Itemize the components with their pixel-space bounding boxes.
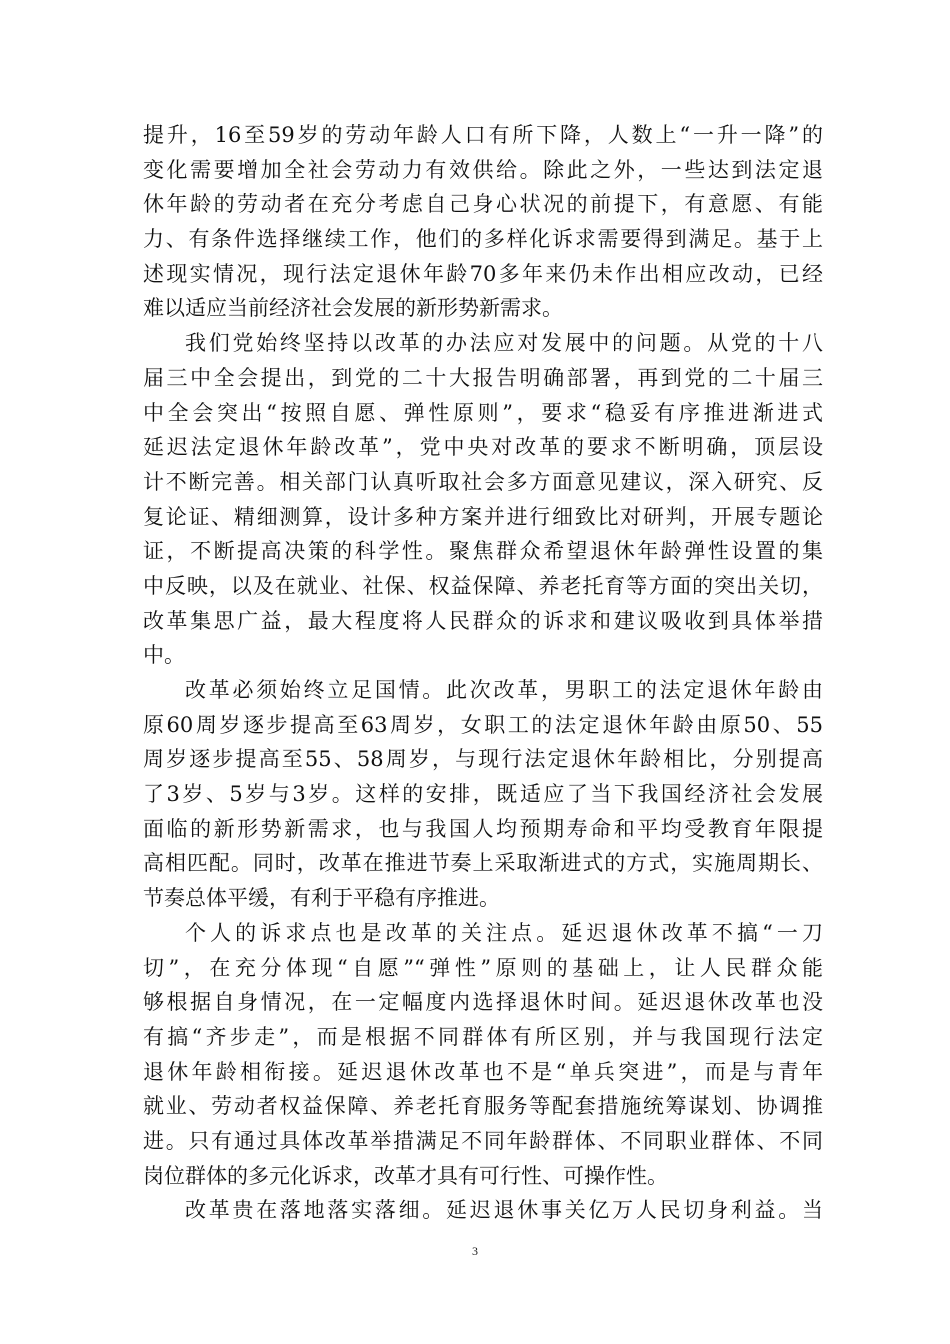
text-line: 周岁逐步提高至55、58周岁，与现行法定退休年龄相比，分别提高 — [143, 747, 823, 772]
text-line: 节奏总体平缓，有利于平稳有序推进。 — [143, 886, 500, 911]
text-line: 了3岁、5岁与3岁。这样的安排，既适应了当下我国经济社会发展 — [143, 782, 823, 807]
text-line: 改革集思广益，最大程度将人民群众的诉求和建议吸收到具体举措 — [143, 608, 823, 633]
text-line: 面临的新形势新需求，也与我国人均预期寿命和平均受教育年限提 — [143, 816, 823, 841]
text-line: 原60周岁逐步提高至63周岁，女职工的法定退休年龄由原50、55 — [143, 712, 823, 737]
paragraph-2 — [143, 326, 823, 673]
text-line: 中全会突出“按照自愿、弹性原则”，要求“稳妥有序推进渐进式 — [143, 400, 823, 425]
document-body — [143, 118, 823, 1228]
paragraph-1 — [143, 118, 823, 326]
text-line: 中反映，以及在就业、社保、权益保障、养老托育等方面的突出关切， — [143, 573, 823, 598]
text-line: 复论证、精细测算，设计多种方案并进行细致比对研判，开展专题论 — [143, 504, 823, 529]
text-line: 有搞“齐步走”，而是根据不同群体有所区别，并与我国现行法定 — [143, 1024, 823, 1049]
text-line: 高相匹配。同时，改革在推进节奏上采取渐进式的方式，实施周期长、 — [143, 851, 823, 876]
text-line: 就业、劳动者权益保障、养老托育服务等配套措施统筹谋划、协调推 — [143, 1094, 823, 1119]
text-line: 延迟法定退休年龄改革”，党中央对改革的要求不断明确，顶层设 — [143, 435, 823, 460]
text-line: 计不断完善。相关部门认真听取社会多方面意见建议，深入研究、反 — [143, 469, 823, 494]
text-line: 休年龄的劳动者在充分考虑自己身心状况的前提下，有意愿、有能 — [143, 192, 823, 217]
text-line: 提升，16至59岁的劳动年龄人口有所下降，人数上“一升一降”的 — [143, 123, 823, 147]
text-line: 岗位群体的多元化诉求，改革才具有可行性、可操作性。 — [143, 1163, 668, 1188]
text-line: 力、有条件选择继续工作，他们的多样化诉求需要得到满足。基于上 — [143, 227, 823, 252]
text-line: 进。只有通过具体改革举措满足不同年龄群体、不同职业群体、不同 — [143, 1128, 823, 1153]
text-line: 证，不断提高决策的科学性。聚焦群众希望退休年龄弹性设置的集 — [143, 539, 823, 564]
paragraph-4 — [143, 916, 823, 1194]
text-line: 难以适应当前经济社会发展的新形势新需求。 — [143, 296, 563, 321]
text-line: 切”，在充分体现“自愿”“弹性”原则的基础上，让人民群众能 — [143, 955, 823, 980]
text-line: 述现实情况，现行法定退休年龄70多年来仍未作出相应改动，已经 — [143, 261, 823, 286]
paragraph-5 — [143, 1193, 823, 1228]
text-line: 改革贵在落地落实落细。延迟退休事关亿万人民切身利益。当 — [185, 1198, 823, 1223]
text-line: 变化需要增加全社会劳动力有效供给。除此之外，一些达到法定退 — [143, 157, 823, 182]
text-line: 届三中全会提出，到党的二十大报告明确部署，再到党的二十届三 — [143, 365, 823, 390]
page-number: 3 — [472, 1244, 478, 1258]
paragraph-3 — [143, 673, 823, 916]
text-line: 我们党始终坚持以改革的办法应对发展中的问题。从党的十八 — [185, 331, 823, 356]
text-line: 个人的诉求点也是改革的关注点。延迟退休改革不搞“一刀 — [185, 920, 823, 945]
text-line: 退休年龄相衔接。延迟退休改革也不是“单兵突进”，而是与青年 — [143, 1059, 823, 1084]
text-line: 改革必须始终立足国情。此次改革，男职工的法定退休年龄由 — [185, 678, 823, 702]
text-line: 中。 — [143, 643, 185, 668]
text-line: 够根据自身情况，在一定幅度内选择退休时间。延迟退休改革也没 — [143, 990, 823, 1015]
